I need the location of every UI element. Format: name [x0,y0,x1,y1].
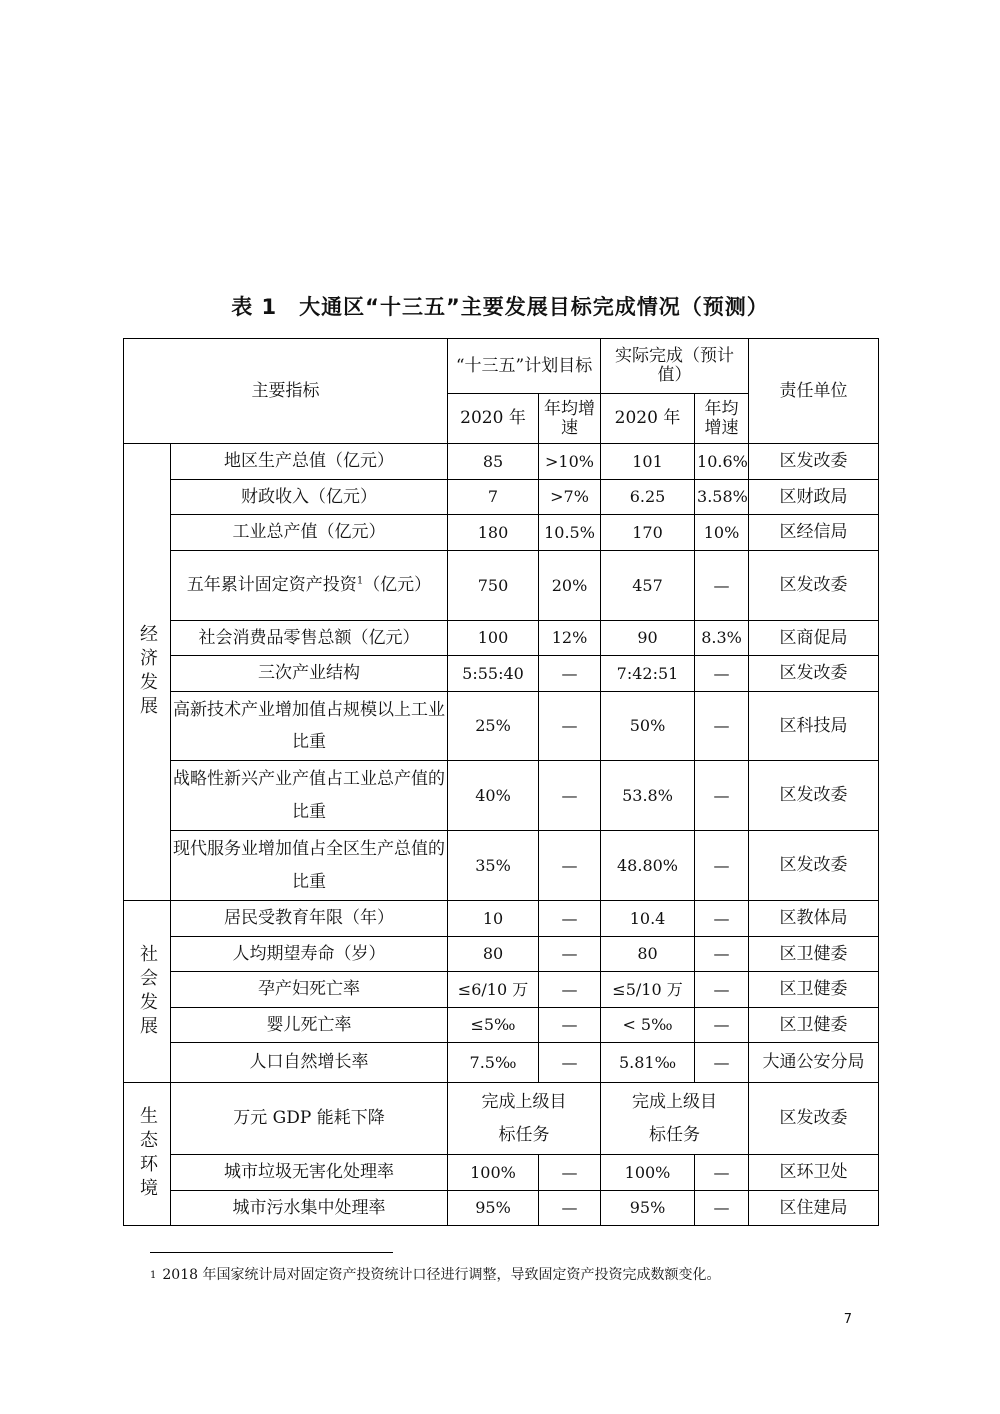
plan-2020-cell: 7.5‰ [448,1043,539,1083]
footnote-rule [150,1252,393,1253]
actual-2020-cell: 6.25 [601,480,695,515]
actual-2020-cell: 95% [601,1191,695,1226]
category-economy: 经济发展 [124,444,171,901]
table-row [124,692,879,761]
table-row [124,1008,879,1043]
plan-2020-cell: 5:55:40 [448,656,539,692]
table-row [124,656,879,692]
indicator-text: 高新技术产业增加值占规模以上工业比重 [173,699,445,752]
footnote-ref: 1 [356,575,364,587]
actual-2020-cell: 170 [601,515,695,551]
plan-2020-cell: 750 [448,551,539,621]
plan-2020-cell: 100 [448,621,539,656]
actual-growth-cell: — [695,551,749,621]
unit-cell: 区环卫处 [749,1155,879,1191]
footnote [150,1265,840,1286]
table-row [124,1043,879,1083]
footnote-text: 2018 年国家统计局对固定资产投资统计口径进行调整，导致固定资产投资完成数额变化。 [162,1267,721,1283]
unit-cell: 区发改委 [749,1083,879,1155]
plan-growth-cell: — [539,901,601,937]
table-row [124,761,879,831]
plan-2020-cell: 40% [448,761,539,831]
indicator-cell [171,692,448,761]
indicator-cell [171,551,448,621]
unit-cell: 区卫健委 [749,972,879,1008]
plan-growth-cell: 20% [539,551,601,621]
unit-cell: 区经信局 [749,515,879,551]
actual-2020-cell: 5.81‰ [601,1043,695,1083]
indicator-text: 城市垃圾无害化处理率 [224,1162,394,1183]
indicator-cell [171,972,448,1008]
footnote-marker: 1 [150,1270,157,1281]
indicator-cell [171,1191,448,1226]
plan-growth-cell: — [539,1008,601,1043]
header-actual-group: 实际完成（预计值） [601,339,749,394]
unit-cell: 区科技局 [749,692,879,761]
actual-2020-cell: 90 [601,621,695,656]
indicator-text: 社会消费品零售总额（亿元） [198,627,420,648]
plan-growth-cell: — [539,972,601,1008]
actual-growth-cell: — [695,692,749,761]
plan-growth-cell: — [539,1043,601,1083]
header-plan-group: “十三五”计划目标 [448,339,601,394]
actual-growth-cell: — [695,761,749,831]
indicator-cell [171,656,448,692]
unit-cell: 区财政局 [749,480,879,515]
plan-2020-cell: ≤6/10 万 [448,972,539,1008]
plan-growth-cell: 10.5% [539,515,601,551]
indicator-cell [171,901,448,937]
indicator-cell [171,1155,448,1191]
plan-growth-cell: — [539,656,601,692]
actual-2020-cell: 457 [601,551,695,621]
actual-2020-cell: < 5‰ [601,1008,695,1043]
header-actual-year: 2020 年 [601,394,695,444]
header-actual-growth: 年均增速 [695,394,749,444]
table-row [124,515,879,551]
indicator-cell [171,937,448,972]
indicator-text: 财政收入（亿元） [241,486,377,507]
unit-cell: 区发改委 [749,831,879,901]
actual-growth-cell: 10.6% [695,444,749,480]
plan-2020-cell: 100% [448,1155,539,1191]
plan-growth-cell: — [539,831,601,901]
actual-growth-cell: — [695,937,749,972]
indicator-text: 人均期望寿命（岁） [232,943,386,964]
table-row [124,972,879,1008]
indicator-text-tail: （亿元） [363,575,432,596]
plan-2020-cell: 95% [448,1191,539,1226]
actual-growth-cell: 8.3% [695,621,749,656]
unit-cell: 大通公安分局 [749,1043,879,1083]
indicator-text: 五年累计固定资产投资 [186,575,357,596]
indicator-text: 战略性新兴产业产值占工业总产值的比重 [173,769,445,822]
unit-cell: 区商促局 [749,621,879,656]
actual-growth-cell: — [695,1155,749,1191]
plan-2020-cell: 7 [448,480,539,515]
indicator-text: 城市污水集中处理率 [232,1197,386,1218]
unit-cell: 区教体局 [749,901,879,937]
plan-growth-cell: — [539,937,601,972]
actual-2020-cell: 80 [601,937,695,972]
header-unit: 责任单位 [749,339,879,444]
plan-growth-cell: — [539,692,601,761]
table-row [124,901,879,937]
table-row [124,1083,879,1155]
actual-2020-cell: 10.4 [601,901,695,937]
plan-2020-cell: 80 [448,937,539,972]
indicator-cell [171,761,448,831]
table-row [124,1155,879,1191]
plan-merged-cell: 完成上级目标任务 [448,1083,601,1155]
indicator-cell [171,444,448,480]
actual-merged-cell: 完成上级目标任务 [601,1083,749,1155]
plan-growth-cell: >7% [539,480,601,515]
indicator-text: 工业总产值（亿元） [232,522,386,543]
header-plan-year: 2020 年 [448,394,539,444]
indicator-cell [171,1083,448,1155]
actual-growth-cell: — [695,831,749,901]
actual-2020-cell: ≤5/10 万 [601,972,695,1008]
plan-growth-cell: >10% [539,444,601,480]
indicator-text: 地区生产总值（亿元） [224,451,394,472]
indicator-text: 居民受教育年限（年） [224,908,394,929]
table-row [124,1191,879,1226]
table-row [124,831,879,901]
actual-2020-cell: 48.80% [601,831,695,901]
table-row [124,551,879,621]
development-targets-table [123,338,879,1226]
category-society: 社会发展 [124,901,171,1083]
indicator-text: 人口自然增长率 [249,1052,369,1073]
actual-growth-cell: — [695,1191,749,1226]
category-ecology: 生态环境 [124,1083,171,1226]
actual-growth-cell: 10% [695,515,749,551]
unit-cell: 区发改委 [749,656,879,692]
unit-cell: 区发改委 [749,444,879,480]
indicator-cell [171,480,448,515]
table-row [124,937,879,972]
plan-2020-cell: 35% [448,831,539,901]
page-number: 7 [843,1312,852,1327]
plan-growth-cell: — [539,1155,601,1191]
header-indicator: 主要指标 [124,339,448,444]
actual-growth-cell: — [695,972,749,1008]
plan-2020-cell: 10 [448,901,539,937]
actual-growth-cell: — [695,901,749,937]
indicator-text: 婴儿死亡率 [266,1014,352,1035]
plan-2020-cell: 180 [448,515,539,551]
actual-2020-cell: 7:42:51 [601,656,695,692]
indicator-cell [171,515,448,551]
table-row [124,444,879,480]
actual-2020-cell: 50% [601,692,695,761]
plan-2020-cell: ≤5‰ [448,1008,539,1043]
indicator-text: 现代服务业增加值占全区生产总值的比重 [173,839,445,892]
indicator-text: 万元 GDP 能耗下降 [233,1108,385,1129]
indicator-text: 孕产妇死亡率 [258,979,360,1000]
unit-cell: 区卫健委 [749,1008,879,1043]
plan-growth-cell: — [539,761,601,831]
actual-2020-cell: 53.8% [601,761,695,831]
unit-cell: 区发改委 [749,761,879,831]
plan-growth-cell: 12% [539,621,601,656]
actual-2020-cell: 100% [601,1155,695,1191]
actual-growth-cell: 3.58% [695,480,749,515]
actual-2020-cell: 101 [601,444,695,480]
indicator-cell [171,831,448,901]
table-title: 表 1 大通区“十三五”主要发展目标完成情况（预测） [231,295,769,319]
actual-growth-cell: — [695,1043,749,1083]
table-row [124,621,879,656]
indicator-text: 三次产业结构 [258,663,360,684]
actual-growth-cell: — [695,656,749,692]
header-plan-growth: 年均增速 [539,394,601,444]
unit-cell: 区发改委 [749,551,879,621]
unit-cell: 区卫健委 [749,937,879,972]
actual-growth-cell: — [695,1008,749,1043]
plan-2020-cell: 85 [448,444,539,480]
indicator-cell [171,1043,448,1083]
table-row [124,480,879,515]
plan-growth-cell: — [539,1191,601,1226]
indicator-cell [171,1008,448,1043]
unit-cell: 区住建局 [749,1191,879,1226]
indicator-cell [171,621,448,656]
plan-2020-cell: 25% [448,692,539,761]
